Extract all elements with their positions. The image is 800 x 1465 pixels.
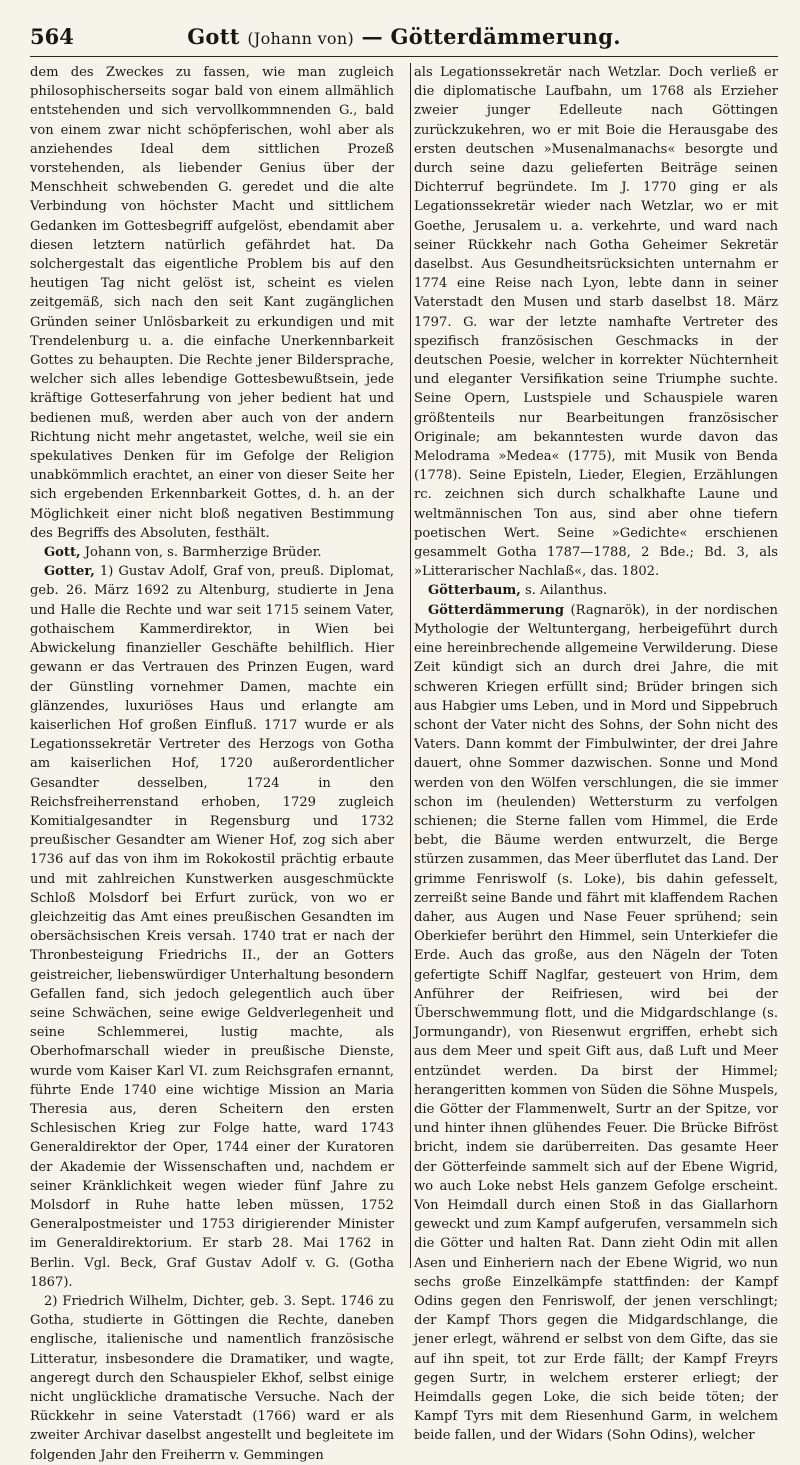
page-header: [30, 18, 778, 57]
headword-gott: Gott,: [44, 545, 81, 561]
column-divider: [410, 63, 411, 1268]
entry-goetterdaemmerung-text: (Ragnarök), in der nordischen Mythologie der Weltuntergang, herbeigeführt durch eine hereinbrechende allgemeine Verwilderung. Diese Zeit kündigt sich an durch drei Jahre, die mit schweren Kriegen erfüllt sind; Brüder bringen sich aus Habgier ums Leben, und in Mord und Sippebruch schont der Vater nicht des Sohns, der Sohn nicht des Vaters. Dann kommt der Fimbulwinter, der drei Jahre dauert, ohne Sommer dazwischen. Sonne und Mond werden von den Wölfen verschlungen, die sie immer schon im (heulenden) Wettersturm zu verfolgen schienen; die Sterne fallen vom Himmel, die Erde bebt, die Bäume werden entwurzelt, die Berge stürzen zusammen, das Meer überflutet das Land. Der grimme Fenriswolf (s. Loke), bis dahin gefesselt, zerreißt seine Bande und fährt mit klaffendem Rachen daher, aus Augen und Nase Feuer sprühend; sein Oberkiefer berührt den Himmel, sein Unterkiefer die Erde. Auch das große, aus den Nägeln der Toten gefertigte Schiff Naglfar, gesteuert von Hrim, dem Anführer der Reifriesen, wird bei der Überschwemmung flott, und die Midgardschlange (s. Jormungandr), von Riesenwut ergriffen, erhebt sich aus dem Meer und speit Gift aus, daß Luft und Meer entzündet werden. Da birst der Himmel; herangeritten kommen von Süden die Söhne Muspels, die Götter der Flammenwelt, Surtr an der Spitze, vor und hinter ihnen glühendes Feuer. Die Brücke Bifröst bricht, indem sie darüberreiten. Das gesamte Heer der Götterfeinde sammelt sich auf der Ebene Wigrid, wo auch Loke nebst Hels ganzem Gefolge erscheint. Von Heimdall durch einen Stoß in das Giallarhorn geweckt und zum Kampf aufgerufen, versammeln sich die Götter und halten Rat. Dann zieht Odin mit allen Asen und Einheriern nach der Ebene Wigrid, wo nun sechs große Einzelkämpfe stattfinden: der Kampf Odins gegen den Fenriswolf, der jenen verschlingt; der Kampf Thors gegen die Midgardschlange, die jener erlegt, während er selbst von dem Gifte, das sie auf ihn speit, tot zur Erde fällt; der Kampf Freyrs gegen Surtr, in welchem ersterer erliegt; der Heimdalls gegen Loke, die sich beide töten; der Kampf Tyrs mit dem Riesenhund Garm, in welchem beide fallen, und der Widars (Sohn Odins), welcher: [414, 602, 778, 1444]
running-title-headword: Gott: [187, 24, 240, 49]
entry-gotter-2: 2) Friedrich Wilhelm, Dichter, geb. 3. Sept. 1746 zu Gotha, studierte in Göttingen die Rechte, daneben englische, italienische und namentlich französische Litteratur, insbesondere die Dramatiker, und wagte, angeregt durch den Schauspieler Ekhof, selbst einige nicht unglückliche dramatische Versuche. Nach der Rückkehr in seine Vaterstadt (1766) ward er als zweiter Archivar daselbst angestellt und begleitete im folgenden Jahr den Freiherrn v. Gemmingen: [30, 1294, 394, 1463]
running-title-qualifier: (Johann von): [247, 29, 355, 48]
page-number: 564: [30, 24, 74, 49]
entry-goetterbaum-text: s. Ailanthus.: [525, 583, 608, 599]
entry-gott-johann-text: Johann von, s. Barmherzige Brüder.: [84, 545, 322, 561]
entry-gotter-text-1: 1) Gustav Adolf, Graf von, preuß. Diplomat, geb. 26. März 1692 zu Altenburg, studierte in Jena und Halle die Rechte und war seit 1715 seinem Vater, gothaischem Kammerdirektor, in Wien bei Abwickelung finanzieller Geschäfte behilflich. Hier gewann er das Vertrauen des Prinzen Eugen, ward der Günstling vornehmer Damen, machte ein glänzendes, luxuriöses Haus und erlangte am kaiserlichen Hof großen Einfluß. 1717 wurde er als Legationssekretär Vertreter des Herzogs von Gotha am kaiserlichen Hof, 1720 außerordentlicher Gesandter desselben, 1724 in den Reichsfreiherrenstand erhoben, 1729 zugleich Komitialgesandter in Regensburg und 1732 preußischer Gesandter am Wiener Hof, zog sich aber 1736 auf das von ihm im Rokokostil prächtig erbaute und mit zahlreichen Kunstwerken ausgeschmückte Schloß Molsdorf bei Erfurt zurück, von wo er gleichzeitig das Amt eines preußischen Gesandten im obersächsischen Kreis versah. 1740 trat er nach der Thronbesteigung Friedrichs II., der an Gotters geistreicher, liebenswürdiger Unterhaltung besondern Gefallen fand, sich jedoch gelegentlich auch über seine Schwächen, seine ewige Geldverlegenheit und seine Schlemmerei, lustig machte, als Oberhofmarschall wieder in preußische Dienste, wurde vom Kaiser Karl VI. zum Reichsgrafen ernannt, führte Ende 1740 eine wichtige Mission an Maria Theresia aus, deren Scheitern den ersten Schlesischen Krieg zur Folge hatte, ward 1743 Generaldirektor der Oper, 1744 einer der Kuratoren der Akademie der Wissenschaften und, nachdem er seiner Kränklichkeit wegen wieder fünf Jahre zu Molsdorf in Ruhe hatte leben müssen, 1752 Generalpostmeister und 1753 dirigierender Minister im Generaldirektorium. Er starb 28. Mai 1762 in Berlin. Vgl. Beck, Graf Gustav Adolf v. G. (Gotha 1867).: [30, 564, 394, 1290]
left-column: [30, 63, 404, 1465]
entry-gotter-continuation: als Legationssekretär nach Wetzlar. Doch verließ er die diplomatische Laufbahn, um 1768 als Erzieher zweier junger Edelleute nach Göttingen zurückzukehren, wo er mit Boie die Herausgabe des ersten deutschen »Musenalmanachs« besorgte und durch seine dazu gelieferten Beiträge seinen Dichterruf begründete. Im J. 1770 ging er als Legationssekretär wieder nach Wetzlar, wo er mit Goethe, Jerusalem u. a. verkehrte, und ward nach seiner Rückkehr nach Gotha Geheimer Sekretär daselbst. Aus Gesundheitsrücksichten unternahm er 1774 eine Reise nach Lyon, lebte dann in seiner Vaterstadt den Musen und starb daselbst 18. März 1797. G. war der letzte namhafte Vertreter des spezifisch französischen Geschmacks in der deutschen Poesie, welcher in korrekter Nüchternheit und eleganter Versifikation seine Triumphe suchte. Seine Opern, Lustspiele und Schauspiele waren größtenteils nur Bearbeitungen französischer Originale; am bekanntesten wurde davon das Melodrama »Medea« (1775), mit Musik von Benda (1778). Seine Episteln, Lieder, Elegien, Erzählungen rc. zeichnen sich durch schalkhafte Laune und weltmännischen Ton aus, sind aber ohne tiefern poetischen Wert. Seine »Gedichte« erschienen gesammelt Gotha 1787—1788, 2 Bde.; Bd. 3, als »Litterarischer Nachlaß«, das. 1802.: [414, 65, 778, 580]
running-title: [30, 24, 778, 49]
running-title-end: — Götterdämmerung.: [361, 24, 621, 49]
paragraph-gott-continuation: dem des Zweckes zu fassen, wie man zugleich philosophischerseits sogar bald von einem allmählich entstehenden und sich vervollkommnenden G., bald von einem zwar nicht schöpferischen, wohl aber als anziehendes Ideal dem sittlichen Prozeß vorstehenden, als liebender Genius über der Menschheit schwebenden G. geredet und die alte Verbindung von höchster Macht und sittlichem Gedanken im Gottesbegriff aufgelöst, ebendamit aber diesen letztern natürlich gefährdet hat. Da solchergestalt das eigentliche Problem bis auf den heutigen Tag nicht gelöst ist, scheint es vielen zeitgemäß, sich nach den seit Kant zugänglichen Gründen seiner Unlösbarkeit zu erkundigen und mit Trendelenburg u. a. die einfache Unerkennbarkeit Gottes zu behaupten. Die Rechte jener Bildersprache, welcher sich alles lebendige Gottesbewußtsein, jede kräftige Gotteserfahrung von jeher bedient hat und bedienen muß, werden aber auch von der andern Richtung nicht mehr angetastet, welche, weil sie ein spekulatives Denken für im Gefolge der Religion unabkömmlich erachtet, an einer von dieser Seite her sich ergebenden Erkennbarkeit Gottes, d. h. an der Möglichkeit einer nicht bloß negativen Bestimmung des Begriffs des Absoluten, festhält.: [30, 65, 394, 541]
headword-goetterdaemmerung: Götterdämmerung: [428, 602, 565, 618]
headword-gotter: Gotter,: [44, 564, 95, 580]
headword-goetterbaum: Götterbaum,: [428, 583, 521, 599]
entry-goetterbaum: [414, 581, 778, 600]
entry-gotter: [30, 562, 394, 1292]
entry-gott-johann: [30, 543, 394, 562]
entry-goetterdaemmerung: [414, 601, 778, 1446]
right-column: [404, 63, 778, 1465]
text-columns: [30, 63, 778, 1465]
